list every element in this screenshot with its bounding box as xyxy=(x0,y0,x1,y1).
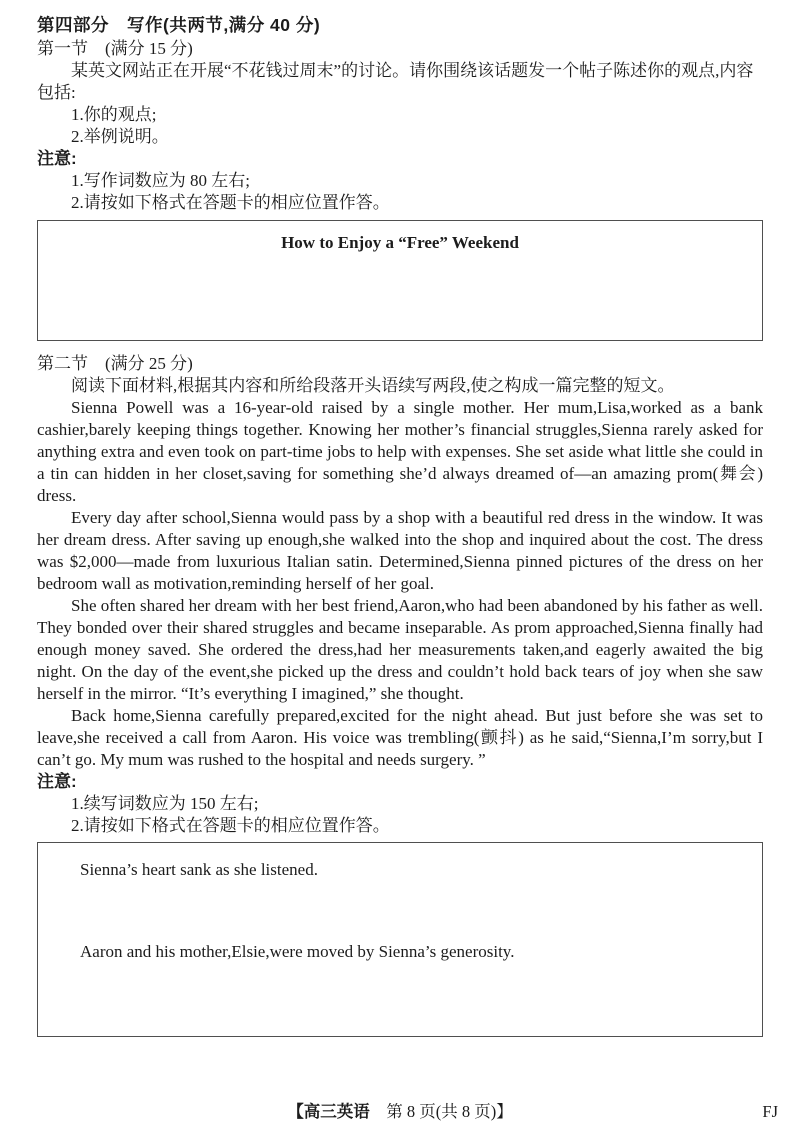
section1-notice-item-2: 2.请按如下格式在答题卡的相应位置作答。 xyxy=(71,193,390,212)
story-paragraph-3: She often shared her dream with her best friend,Aaron,who had been abandoned by his father as well. They bonded over their shared struggles and became inseparable. As prom approached,Sienna finally had enough money saved. She ordered the dress,had her measurements taken,and eagerly awaited the big night. On the day of the event,she picked up the dress and couldn’t hold back tears of joy when she saw herself in the mirror. “It’s everything I imagined,” she thought. xyxy=(37,596,763,703)
footer-page-info: 第 8 页(共 8 页)】 xyxy=(369,1102,513,1121)
section1-notice-item-1: 1.写作词数应为 80 左右; xyxy=(71,171,250,190)
footer-code: FJ xyxy=(762,1102,778,1121)
section1-point-1: 1.你的观点; xyxy=(71,105,157,124)
story-paragraph-2: Every day after school,Sienna would pass by a shop with a beautiful red dress in the window. It was her dream dress. After saving up enough,she walked into the shop and inquired about the cost. The dress was $2,000—made from luxurious Italian satin. Determined,Sienna pinned pictures of the dress on her bedroom wall as motivation,reminding herself of her goal. xyxy=(37,508,763,593)
section2-intro: 阅读下面材料,根据其内容和所给段落开头语续写两段,使之构成一篇完整的短文。 xyxy=(71,376,675,395)
footer-exam-label: 【高三英语 xyxy=(287,1103,370,1121)
section2-answer-box xyxy=(37,842,763,1037)
essay-title: How to Enjoy a “Free” Weekend xyxy=(281,233,519,252)
section1-intro: 某英文网站正在开展“不花钱过周末”的讨论。请你围绕该话题发一个帖子陈述你的观点,内容包括: xyxy=(37,61,754,102)
page-footer xyxy=(0,1102,800,1122)
continuation-paragraph2-opening: Aaron and his mother,Elsie,were moved by Sienna’s generosity. xyxy=(80,942,515,961)
section2-notice-item-2: 2.请按如下格式在答题卡的相应位置作答。 xyxy=(71,816,390,835)
section1-notice-label: 注意: xyxy=(37,149,77,168)
section1-answer-box xyxy=(37,220,763,341)
section2-notice-label: 注意: xyxy=(37,772,77,791)
part4-heading: 第四部分 写作(共两节,满分 40 分) xyxy=(37,15,321,35)
section2-heading: 第二节 (满分 25 分) xyxy=(37,354,193,373)
story-paragraph-1: Sienna Powell was a 16-year-old raised by a single mother. Her mum,Lisa,worked as a bank cashier,barely keeping things together. Knowing her mother’s financial struggles,Sienna rarely asked for anything extra and even took on part-time jobs to help with expenses. She set aside what little she could in a tin can hidden in her closet,saving for something she’d always dreamed of—an amazing prom(舞会) dress. xyxy=(37,398,763,505)
section1-point-2: 2.举例说明。 xyxy=(71,127,169,146)
section2-notice-item-1: 1.续写词数应为 150 左右; xyxy=(71,794,259,813)
continuation-paragraph1-opening: Sienna’s heart sank as she listened. xyxy=(80,860,318,879)
story-paragraph-4: Back home,Sienna carefully prepared,excited for the night ahead. But just before she was set to leave,she received a call from Aaron. His voice was trembling(颤抖) as he said,“Sienna,I’m sorry,but I can’t go. My mum was rushed to the hospital and needs surgery. ” xyxy=(37,706,763,769)
section1-heading: 第一节 (满分 15 分) xyxy=(37,39,193,58)
